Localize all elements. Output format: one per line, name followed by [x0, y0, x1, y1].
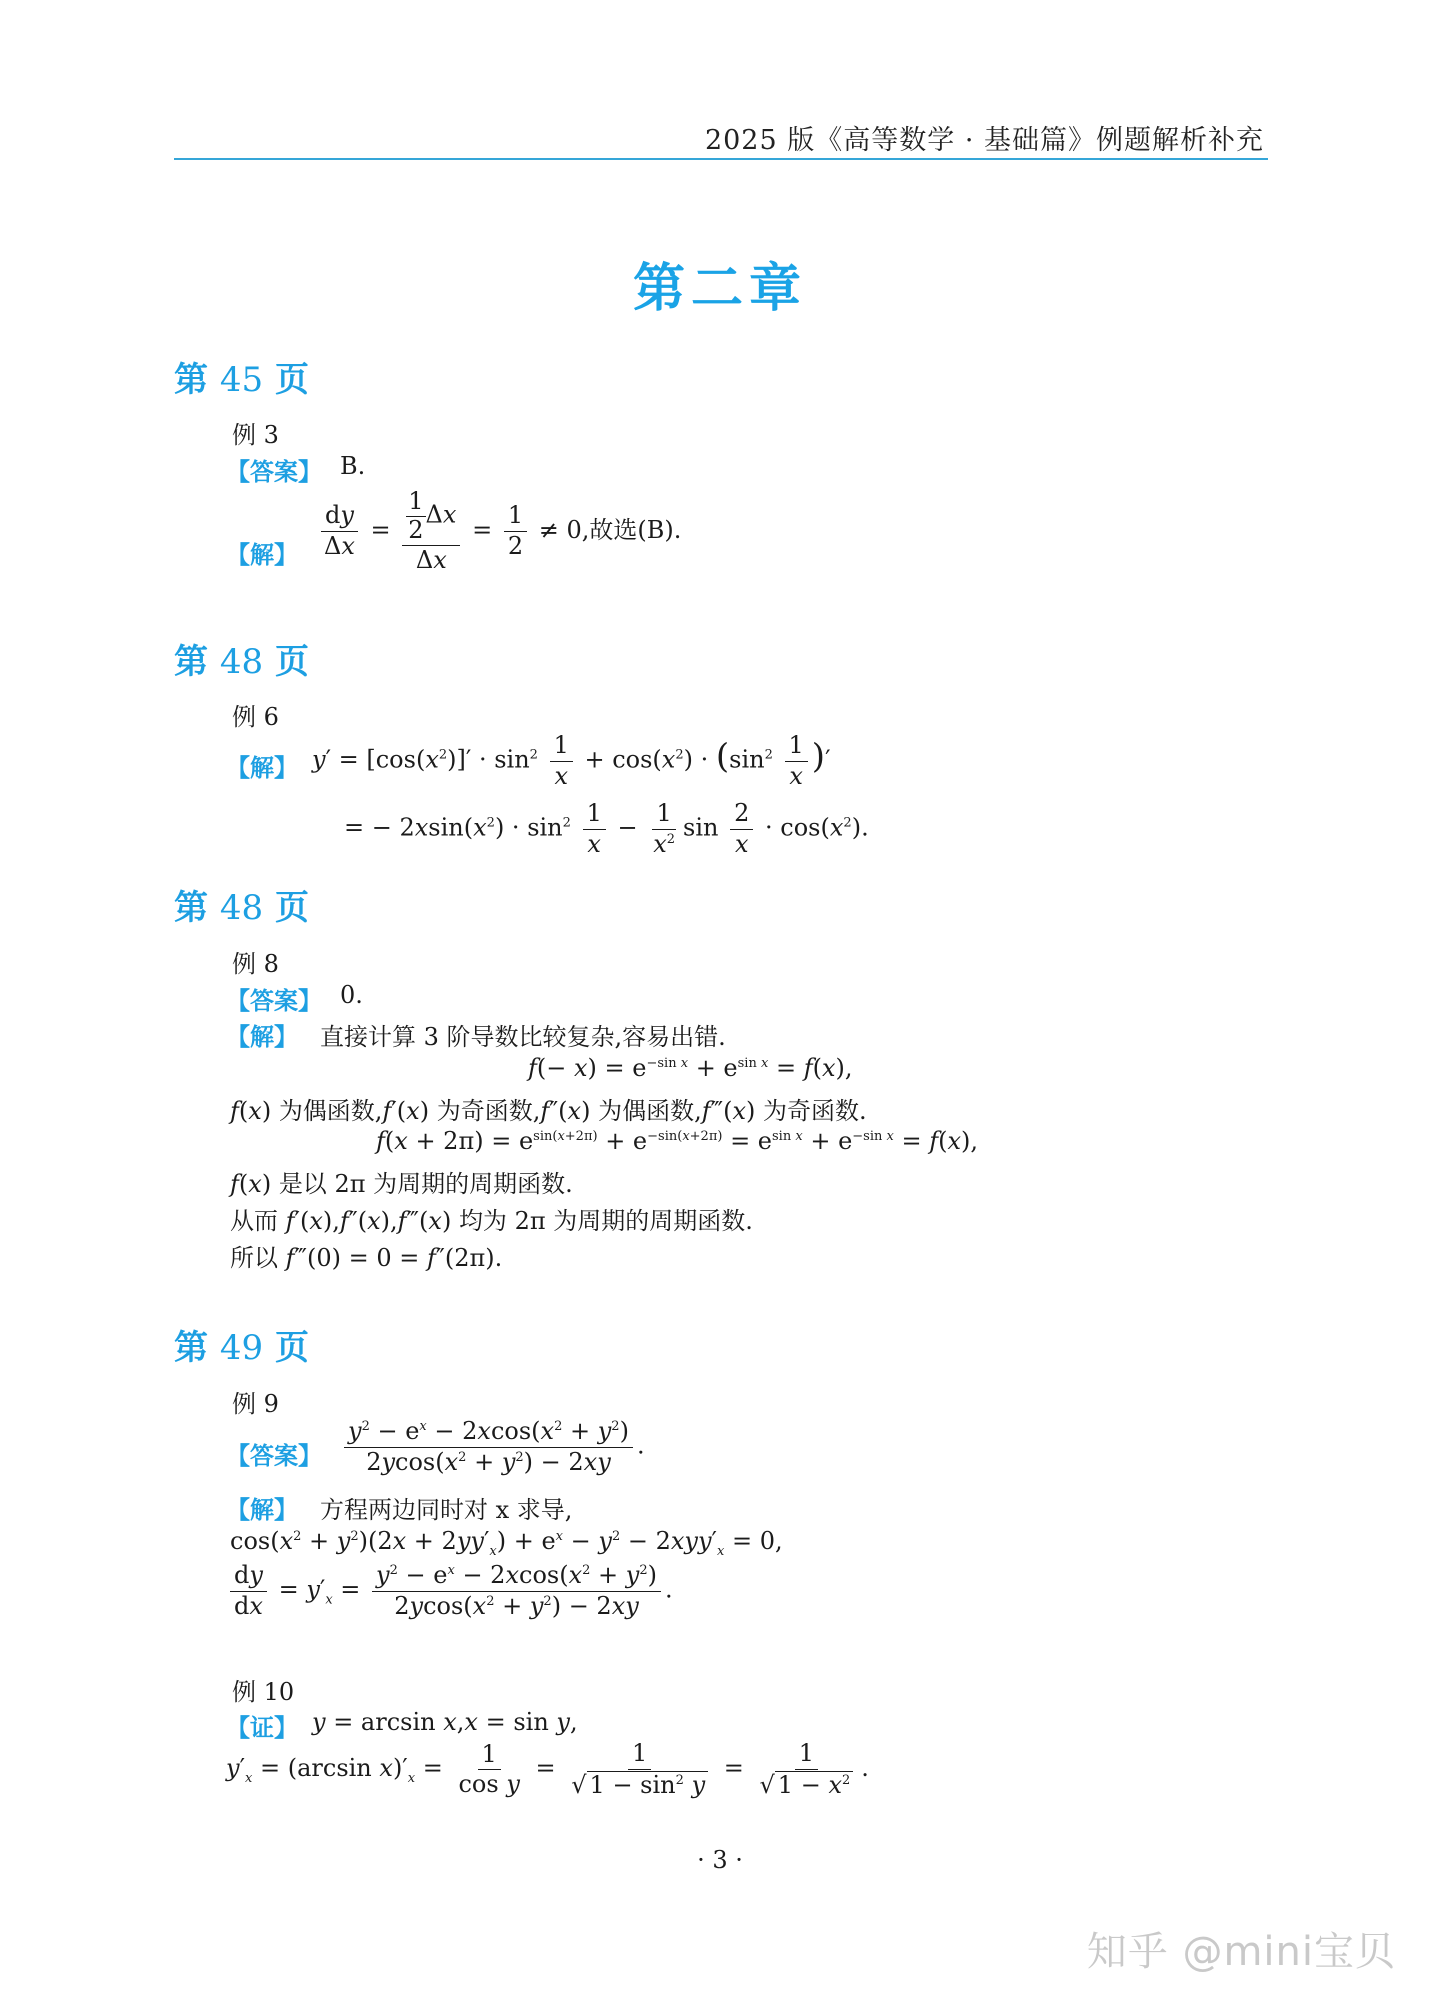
example-9-title: 例 9: [232, 1390, 279, 1418]
page-number: · 3 ·: [697, 1846, 743, 1874]
chapter-title: 第二章: [632, 259, 807, 319]
section-heading-48-b: 第 48 页: [174, 888, 309, 928]
example-9-answer: $\frac{y^2 - e^x - 2xcos(x^2 + y^2)}{2ycos(x^2 + y^2) - 2xy}$ .: [340, 1418, 645, 1476]
watermark: 知乎 @mini宝贝: [1086, 1929, 1396, 1975]
solution-label: 【解】: [226, 1023, 298, 1051]
example-10-title: 例 10: [232, 1678, 295, 1706]
example-8-answer: 0.: [340, 981, 363, 1009]
section-heading-48-a: 第 48 页: [174, 642, 309, 682]
example-10-formula: $y'_x = (\arcsin$ $x)'_x$ = $\frac{1}{\text{cos y}}$ = $\frac{1}{√ 1 - \sin^2 y}$ = $\frac{1}{√ 1 - x^2}$ .: [226, 1739, 869, 1799]
example-9-formula-2: $\frac{dy}{dx}$ = $y'_x$ = $\frac{y^2 - e^x - 2xcos(x^2 + y^2)}{2ycos(x^2 + y^2) - 2xy}$ .: [226, 1562, 673, 1620]
example-3-answer: B.: [340, 452, 366, 480]
example-9-line1: 方程两边同时对 x 求导,: [320, 1496, 573, 1524]
solution-label: 【解】: [226, 541, 298, 569]
example-6-formula-line1: $y' = [\cos(x^2)]' \cdot \sin^2$ $\frac{1}{x}$ + $\cos(x^2) \cdot (\sin^2$ $\frac{1}{x}$ )′: [312, 731, 831, 790]
example-8-formula-2: $f(x + 2\pi) = e^{sin(x+2\pi)} + e^{-sin(x+2\pi)} = e^{sin x} + e^{-sin x} = f(x)$,: [376, 1127, 979, 1155]
example-3-title: 例 3: [232, 421, 279, 449]
solution-label: 【解】: [226, 1496, 298, 1524]
example-8-line1: 直接计算 3 阶导数比较复杂,容易出错.: [320, 1023, 726, 1051]
example-8-line7: 所以 f‴(0) = 0 = f″(2π).: [230, 1244, 503, 1272]
answer-label: 【答案】: [226, 458, 322, 486]
answer-label: 【答案】: [226, 987, 322, 1015]
example-8-line3: f(x) 为偶函数,f′(x) 为奇函数,f″(x) 为偶函数,f‴(x) 为奇函数.: [230, 1097, 867, 1125]
example-3-formula: $\frac{dy}{\Delta x}$ = $\frac{1}{2}$ Δx Δx = $\frac{1}{2}$ ≠ 0,故选(B).: [316, 488, 681, 575]
example-8-line6: 从而 f′(x),f″(x),f‴(x) 均为 2π 为周期的周期函数.: [230, 1207, 753, 1235]
solution-label: 【解】: [226, 754, 298, 782]
header-rule: [174, 158, 1268, 160]
example-8-title: 例 8: [232, 950, 279, 978]
section-heading-45: 第 45 页: [174, 360, 309, 400]
example-8-line5: f(x) 是以 2π 为周期的周期函数.: [230, 1170, 573, 1198]
running-header: 2025 版《高等数学 · 基础篇》例题解析补充: [704, 125, 1264, 156]
proof-label: 【证】: [226, 1714, 298, 1742]
example-9-formula-1: $\cos(x^2 + y^2)(2x + 2yy'_x) + e^x - y^2 - 2xyy'_x = 0$,: [230, 1527, 783, 1559]
section-heading-49: 第 49 页: [174, 1328, 309, 1368]
answer-label: 【答案】: [226, 1442, 322, 1470]
example-8-formula-1: $f(- x) = e^{-sin x} + e^{sin x} = f(x)$,: [528, 1054, 853, 1082]
example-6-formula-line2: = − $2xsin(x^2) \cdot \sin^2$ $\frac{1}{x}$ − $\frac{1}{x^2}$ sin $\frac{2}{x}$ · $\cos(x^2)$.: [344, 799, 869, 858]
example-10-line1: y = arcsin x,x = sin y,: [312, 1708, 578, 1736]
example-6-title: 例 6: [232, 703, 279, 731]
